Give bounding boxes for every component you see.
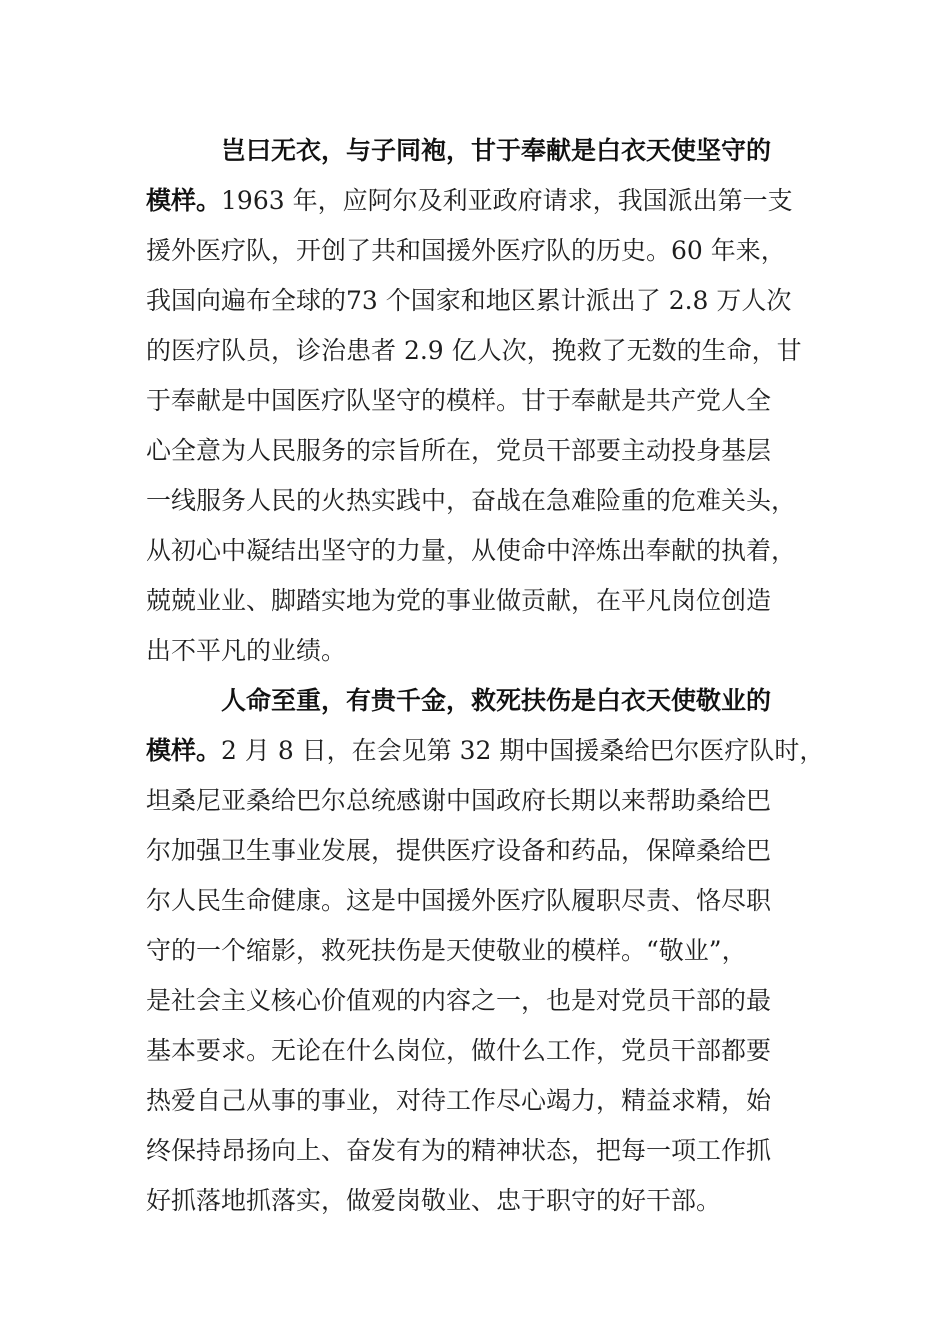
- body-text: 1963 年，应阿尔及利亚政府请求，我国派出第一支: [221, 186, 793, 215]
- text-line: [146, 781, 771, 821]
- text-line: [146, 731, 824, 771]
- body-text: 2 月 8 日，在会见第 32 期中国援桑给巴尔医疗队时，: [221, 736, 825, 765]
- body-text: 尔人民生命健康。这是中国援外医疗队履职尽责、恪尽职: [146, 886, 772, 915]
- body-text: 尔加强卫生事业发展，提供医疗设备和药品，保障桑给巴: [146, 836, 772, 865]
- body-text: 好抓落地抓落实，做爱岗敬业、忠于职守的好干部。: [146, 1186, 722, 1215]
- text-line: [146, 381, 771, 421]
- text-line: [146, 231, 786, 271]
- body-text: 热爱自己从事的事业，对待工作尽心竭力，精益求精，始: [146, 1086, 772, 1115]
- body-text: 于奉献是中国医疗队坚守的模样。甘于奉献是共产党人全: [146, 386, 772, 415]
- text-line: [146, 431, 771, 471]
- text-line: [146, 1181, 721, 1221]
- body-text: 我国向遍布全球的73 个国家和地区累计派出了 2.8 万人次: [146, 286, 792, 315]
- text-line: [146, 1131, 771, 1171]
- text-line: [146, 931, 747, 971]
- text-line: [146, 631, 346, 671]
- body-text: 心全意为人民服务的宗旨所在，党员干部要主动投身基层: [146, 436, 772, 465]
- bold-heading-text: 模样。: [146, 186, 222, 215]
- body-text: 守的一个缩影，救死扶伤是天使敬业的模样。“敬业”，: [146, 936, 747, 965]
- text-line: [146, 831, 771, 871]
- bold-heading-text: 模样。: [146, 736, 222, 765]
- text-line: [146, 331, 802, 371]
- body-text: 基本要求。无论在什么岗位，做什么工作，党员干部都要: [146, 1036, 772, 1065]
- body-text: 终保持昂扬向上、奋发有为的精神状态，把每一项工作抓: [146, 1136, 772, 1165]
- body-text: 是社会主义核心价值观的内容之一，也是对党员干部的最: [146, 986, 772, 1015]
- text-line: [146, 881, 771, 921]
- text-line: [146, 481, 796, 521]
- body-text: 的医疗队员，诊治患者 2.9 亿人次，挽救了无数的生命，甘: [146, 336, 802, 365]
- text-line: [146, 1031, 771, 1071]
- text-line: [146, 281, 791, 321]
- text-line: [146, 181, 793, 221]
- bold-heading-text: 岂曰无衣，与子同袍，甘于奉献是白衣天使坚守的: [221, 136, 772, 165]
- body-text: 出不平凡的业绩。: [146, 636, 347, 665]
- body-text: 坦桑尼亚桑给巴尔总统感谢中国政府长期以来帮助桑给巴: [146, 786, 772, 815]
- body-text: 一线服务人民的火热实践中，奋战在急难险重的危难关头，: [146, 486, 797, 515]
- text-line: [221, 681, 771, 721]
- text-line: [221, 131, 771, 171]
- bold-heading-text: 人命至重，有贵千金，救死扶伤是白衣天使敬业的: [221, 686, 772, 715]
- text-line: [146, 981, 771, 1021]
- text-line: [146, 1081, 771, 1121]
- text-line: [146, 581, 771, 621]
- text-line: [146, 531, 796, 571]
- body-text: 从初心中凝结出坚守的力量，从使命中淬炼出奉献的执着，: [146, 536, 797, 565]
- body-text: 援外医疗队，开创了共和国援外医疗队的历史。60 年来，: [146, 236, 786, 265]
- body-text: 兢兢业业、脚踏实地为党的事业做贡献，在平凡岗位创造: [146, 586, 772, 615]
